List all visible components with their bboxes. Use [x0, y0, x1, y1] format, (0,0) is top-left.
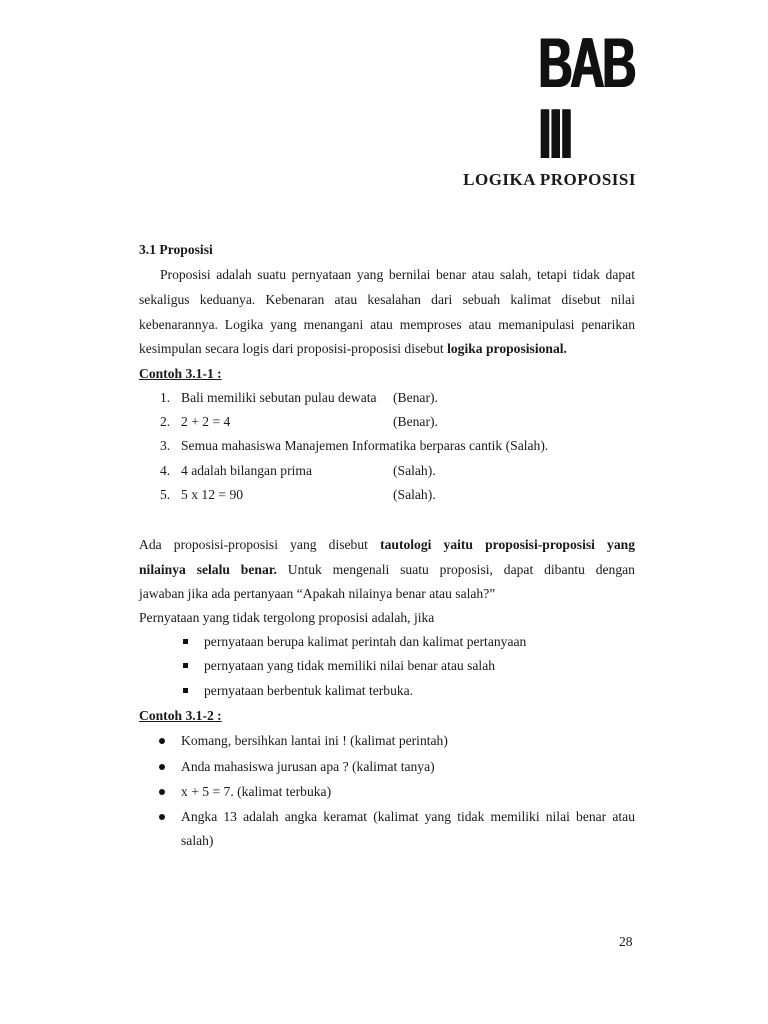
bullet-text: Anda mahasiswa jurusan apa ? (kalimat tanya) [181, 759, 435, 774]
paragraph-line: Pernyataan yang tidak tergolong proposisi adalah, jika [139, 610, 435, 625]
square-bullet-icon [183, 663, 188, 668]
paragraph-line: Ada proposisi-proposisi yang disebut tautologi yaitu proposisi-proposisi yang [139, 537, 635, 552]
list-item-status: (Salah). [393, 463, 436, 478]
square-bullet-icon [183, 688, 188, 693]
example-heading: Contoh 3.1-2 : [139, 708, 222, 723]
list-number: 3. [160, 438, 171, 453]
list-item-status: (Salah). [393, 487, 436, 502]
bullet-text: pernyataan yang tidak memiliki nilai benar atau salah [204, 658, 496, 673]
list-number: 2. [160, 414, 171, 429]
list-item-status: (Benar). [393, 414, 438, 429]
list-item-text: 4 adalah bilangan prima [181, 463, 312, 478]
round-bullet-icon [159, 789, 165, 795]
bullet-text: pernyataan berbentuk kalimat terbuka. [204, 683, 414, 698]
bold-term: logika proposisional. [447, 341, 567, 356]
list-number: 4. [160, 463, 171, 478]
list-item-text: 2 + 2 = 4 [181, 414, 231, 429]
paragraph-line: kesimpulan secara logis dari proposisi-proposisi disebut logika proposisional. [139, 341, 567, 356]
list-item-status: (Benar). [393, 390, 438, 405]
bullet-text: pernyataan berupa kalimat perintah dan kalimat pertanyaan [204, 634, 527, 649]
section-heading: 3.1 Proposisi [139, 242, 213, 257]
bullet-text-continued: salah) [181, 833, 214, 848]
paragraph-line: sekaligus keduanya. Kebenaran atau kesalahan dari sebuah kalimat disebut nilai [139, 292, 635, 307]
bullet-text: Angka 13 adalah angka keramat (kalimat yang tidak memiliki nilai benar atau [181, 809, 635, 824]
page-number: 28 [619, 934, 633, 949]
example-heading: Contoh 3.1-1 : [139, 366, 222, 381]
round-bullet-icon [159, 738, 165, 744]
bullet-text: x + 5 = 7. (kalimat terbuka) [181, 784, 332, 799]
list-item-text: 5 x 12 = 90 [181, 487, 244, 502]
list-item-text: Bali memiliki sebutan pulau dewata [181, 390, 377, 405]
paragraph-line: jawaban jika ada pertanyaan “Apakah nilainya benar atau salah?” [139, 586, 496, 601]
square-bullet-icon [183, 639, 188, 644]
paragraph-line: Proposisi adalah suatu pernyataan yang bernilai benar atau salah, tetapi tidak dapat [160, 267, 635, 282]
chapter-label: BAB III [537, 23, 634, 174]
round-bullet-icon [159, 764, 165, 770]
paragraph-line: kebenarannya. Logika yang menangani atau memproses atau memanipulasi penarikan [139, 317, 635, 332]
bullet-text: Komang, bersihkan lantai ini ! (kalimat perintah) [181, 733, 448, 748]
round-bullet-icon [159, 814, 165, 820]
paragraph-line: nilainya selalu benar. Untuk mengenali suatu proposisi, dapat dibantu dengan [139, 562, 635, 577]
list-number: 5. [160, 487, 171, 502]
chapter-title: LOGIKA PROPOSISI [463, 170, 636, 189]
list-item-text: Semua mahasiswa Manajemen Informatika berparas cantik (Salah). [181, 438, 549, 453]
list-number: 1. [160, 390, 171, 405]
